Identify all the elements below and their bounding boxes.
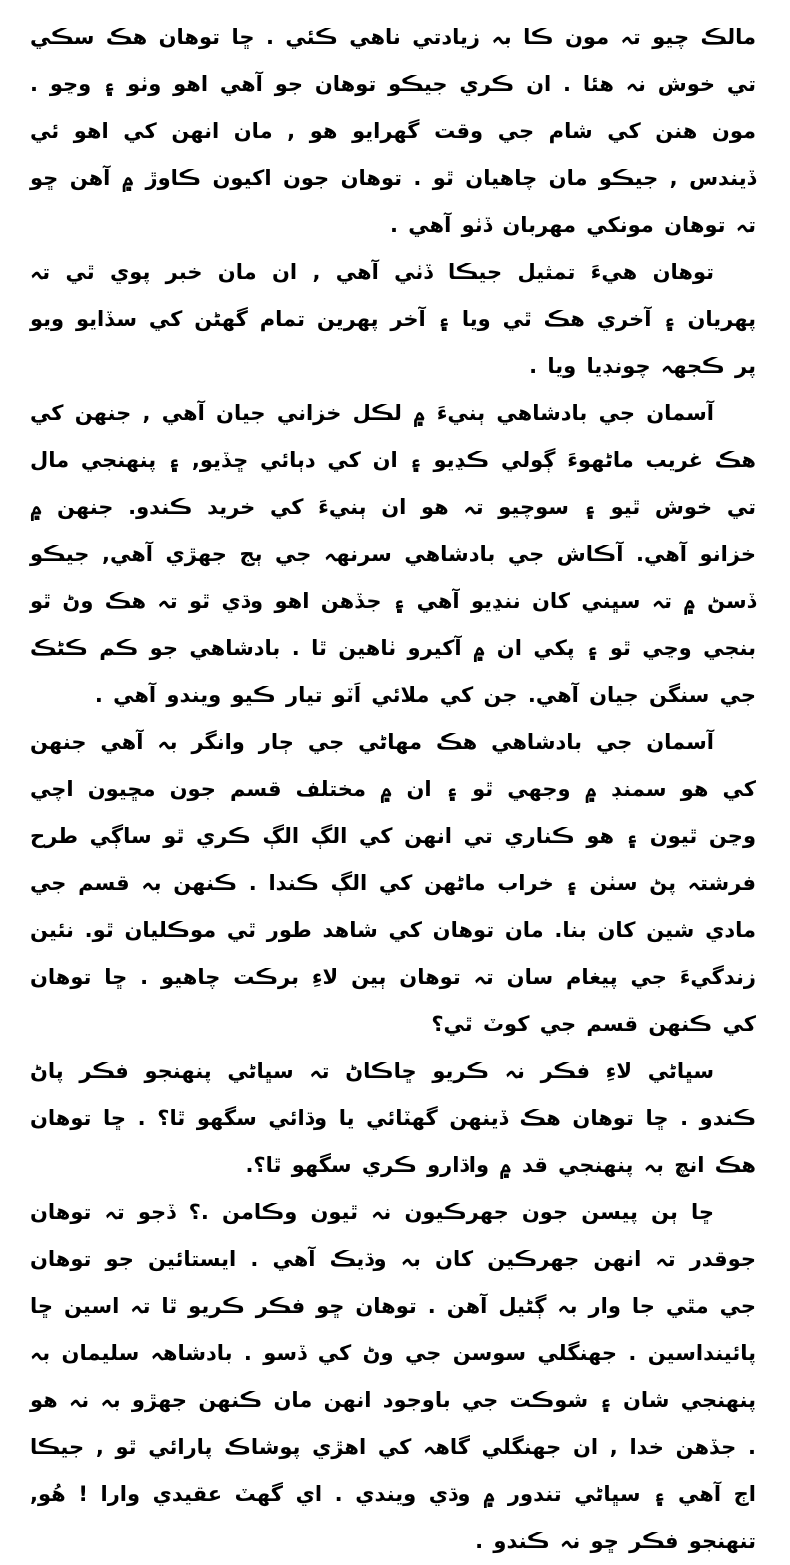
paragraph-hidden-treasure-mustard-seed: آسمان جي بادشاهي ٻنيءَ ۾ لڪل خزاني جيان آهي , جنهن کي هڪ غريب ماڻهوءَ ڳولي ڪڍيو ۽ ان کي دٻائي ڇڏيو, ۽ پنهنجي مال تي خوش ٿيو ۽ سوچيو تہ هو ان ٻنيءَ کي خريد ڪندو. جنهن ۾ خزانو آهي. آڪاش جي بادشاهي سرنهہ جي ٻج جهڙي آهي, جيڪو ڏسڻ ۾ تہ سڀني کان ننڍيو آهي ۽ جڏهن اهو وڌي ٿو تہ هڪ وڻ ٿو بنجي وڃي ٿو ۽ پکي ان ۾ آکيرو ٺاهين ٿا . بادشاهي جو ڪم ڪڻڪ جي سنگن جيان آهي. جن کي ملائي اَٽو تيار ڪيو ويندو آهي . <box>30 401 756 707</box>
paragraph-vineyard-owner: مالڪ چيو تہ مون ڪا بہ زيادتي ناهي ڪئي . ڇا توهان هڪ سڪي تي خوش نہ هئا . ان ڪري جيڪو توهان جو آهي اهو وٺو ۽ وڃو . مون هنن کي شام جي وقت گهرايو هو , مان انهن کي اهو ئي ڏيندس , جيڪو مان چاهيان ٿو . توهان جون اکيون ڪاوڙ ۾ آهن ڇو تہ توهان مونکي مهربان ڏٺو آهي . <box>30 25 756 237</box>
paragraph-parable-first-last: توهان هيءَ تمثيل جيڪا ڏٺي آهي , ان مان خبر پوي ٿي تہ پهريان ۽ آخري هڪ ٿي ويا ۽ آخر پهرين تمام گهڻن کي سڏايو ويو پر ڪجهہ چونڊيا ويا . <box>30 260 756 378</box>
paragraph-sparrows-lilies: ڇا ٻن پيسن جون جهرڪيون نہ ٿيون وڪامن .؟ ڏجو تہ توهان جوقدر تہ انهن جهرڪين کان بہ وڌيڪ آهي . ايستائين جو توهان جي مٿي جا وار بہ ڳڻيل آهن . توهان ڇو فڪر ڪريو ٿا تہ اسين ڇا پائينداسين . جهنگلي سوسن جي وڻ کي ڏسو . بادشاهہ سليمان بہ پنهنجي شان ۽ شوڪت جي باوجود انهن مان ڪنهن جهڙو بہ نہ هو . جڏهن خدا , ان جهنگلي گاهہ کي اهڙي پوشاڪ پارائي ٿو , جيڪا اڄ آهي ۽ سڀاڻي تندور ۾ وڌي ويندي . اي گهٽ عقيدي وارا ! هُو, تنهنجو فڪر ڇو نہ ڪندو . <box>30 1200 756 1553</box>
paragraph-fishing-net: آسمان جي بادشاهي هڪ مهاڻي جي ڄار وانگر بہ آهي جنهن کي هو سمنڊ ۾ وجهي ٿو ۽ ان ۾ مختلف قسم جون مڇيون اچي وڃن ٿيون ۽ هو ڪناري تي انهن کي الڳ الڳ ڪري ٿو ساڳي طرح فرشتہ پڻ سٺن ۽ خراب ماڻهن کي الڳ ڪندا . ڪنهن بہ قسم جي مادي شين کان بنا. مان توهان کي شاهد طور ٿي موڪليان ٿو. نئين زندگيءَ جي پيغام سان تہ توهان ٻين لاءِ برڪت چاهيو . ڇا توهان کي ڪنهن قسم جي کوٽ ٿي؟ <box>30 730 756 1036</box>
paragraph-do-not-worry-tomorrow: سڀاڻي لاءِ فڪر نہ ڪريو ڇاڪاڻ تہ سڀاڻي پنهنجو فڪر پاڻ ڪندو . ڇا توهان هڪ ڏينهن گهٽائي يا وڌائي سگهو ٿا؟ . ڇا توهان هڪ انچ بہ پنهنجي قد ۾ واڌارو ڪري سگهو ٿا؟. <box>30 1059 756 1177</box>
